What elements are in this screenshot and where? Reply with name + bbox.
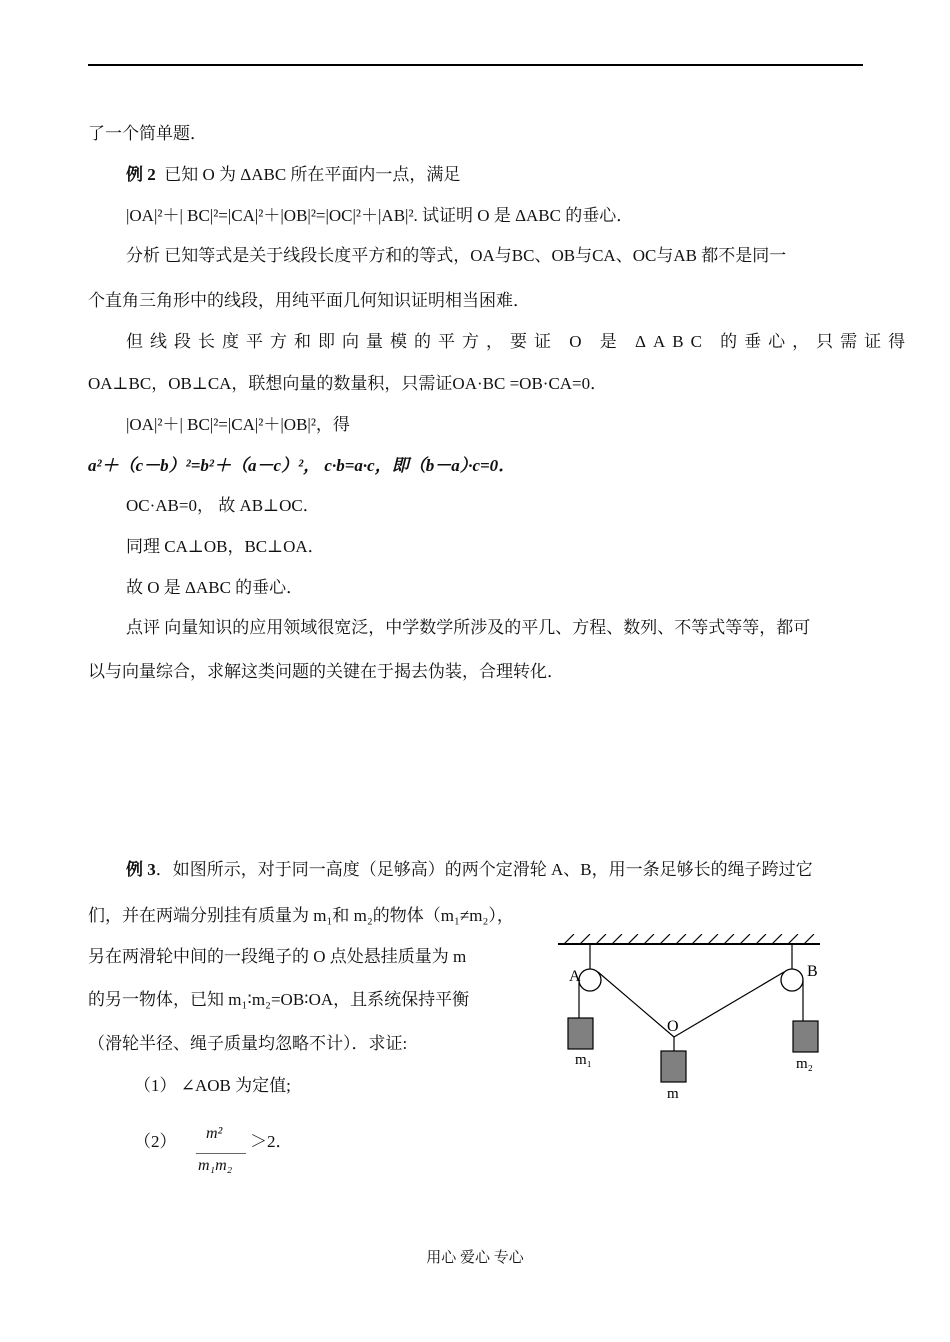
question-2-label: （2） bbox=[134, 1132, 177, 1151]
label-m1: m₁ bbox=[575, 1052, 592, 1068]
text-line: 但线段长度平方和即向量模的平方，要证 O 是 ΔABC 的垂心，只需证得 bbox=[126, 332, 913, 351]
example-text: 已知 O 为 ΔABC 所在平面内一点，满足 bbox=[164, 165, 461, 184]
header-rule bbox=[88, 64, 863, 66]
example-label: 例 2 bbox=[126, 165, 156, 184]
question-2-inequality: ＞2． bbox=[250, 1132, 293, 1151]
mass-m1-block bbox=[568, 1018, 593, 1049]
equation-line: OC·AB=0， 故 AB⊥OC． bbox=[126, 496, 320, 515]
label-m2: m₂ bbox=[796, 1056, 813, 1072]
label-o: O bbox=[667, 1018, 679, 1035]
equation-line: |OA|²＋| BC|²=|CA|²＋|OB|²=|OC|²＋|AB|². 试证明 O 是 ΔABC 的垂心． bbox=[126, 206, 634, 225]
text-line: OA⊥BC，OB⊥CA，联想向量的数量积，只需证OA·BC =OB·CA=0． bbox=[88, 374, 608, 393]
text-line: 另在两滑轮中间的一段绳子的 O 点处悬挂质量为 m bbox=[88, 947, 467, 966]
equation-line: |OA|²＋| BC|²=|CA|²＋|OB|²，得 bbox=[126, 415, 350, 434]
pulley-b bbox=[781, 969, 803, 991]
text-line: 们，并在两端分别挂有质量为 m₁和 m₂的物体（m₁≠m₂）， bbox=[88, 906, 514, 925]
pulley-diagram bbox=[550, 934, 830, 1109]
equation-line: a²＋（c－b）²=b²＋（a－c）²， c·b=a·c，即（b－a）·c=0． bbox=[88, 456, 516, 475]
text-line: （滑轮半径、绳子质量均忽略不计）．求证: bbox=[88, 1034, 408, 1053]
text-line: 个直角三角形中的线段，用纯平面几何知识证明相当困难． bbox=[88, 291, 530, 310]
rope-ao bbox=[598, 972, 674, 1037]
example-2-heading bbox=[126, 163, 460, 187]
label-b: B bbox=[807, 963, 818, 980]
mass-m2-block bbox=[793, 1021, 818, 1052]
example-label: 例 3 bbox=[126, 860, 156, 879]
question-1: （1） ∠AOB 为定值; bbox=[134, 1076, 291, 1095]
text-line: 以与向量综合，求解这类问题的关键在于揭去伪装，合理转化． bbox=[88, 662, 564, 681]
mass-m-block bbox=[661, 1051, 686, 1082]
label-a: A bbox=[569, 968, 581, 985]
text-line: 的另一物体，已知 m₁∶m₂=OB∶OA，且系统保持平衡 bbox=[88, 990, 470, 1009]
analysis-line: 分析 已知等式是关于线段长度平方和的等式，OA与BC、OB与CA、OC与AB 都不是同一 bbox=[126, 246, 787, 265]
pulley-a bbox=[579, 969, 601, 991]
example-text: ．如图所示，对于同一高度（足够高）的两个定滑轮 A、B，用一条足够长的绳子跨过它 bbox=[155, 860, 813, 879]
ceiling-hatching bbox=[564, 934, 814, 944]
fraction-denominator: m₁m₂ bbox=[198, 1157, 233, 1174]
text-line: 了一个简单题． bbox=[88, 124, 207, 143]
rope-ob bbox=[674, 972, 784, 1037]
text-line: 故 O 是 ΔABC 的垂心． bbox=[126, 578, 304, 597]
comment-line: 点评 向量知识的应用领域很宽泛，中学数学所涉及的平几、方程、数列、不等式等等，都可 bbox=[126, 618, 811, 637]
fraction-numerator: m² bbox=[206, 1125, 223, 1142]
example-3-heading bbox=[126, 858, 813, 882]
fraction-bar bbox=[196, 1153, 246, 1154]
page-footer: 用心 爱心 专心 bbox=[426, 1250, 524, 1266]
label-m: m bbox=[667, 1086, 679, 1102]
text-line: 同理 CA⊥OB，BC⊥OA． bbox=[126, 537, 325, 556]
